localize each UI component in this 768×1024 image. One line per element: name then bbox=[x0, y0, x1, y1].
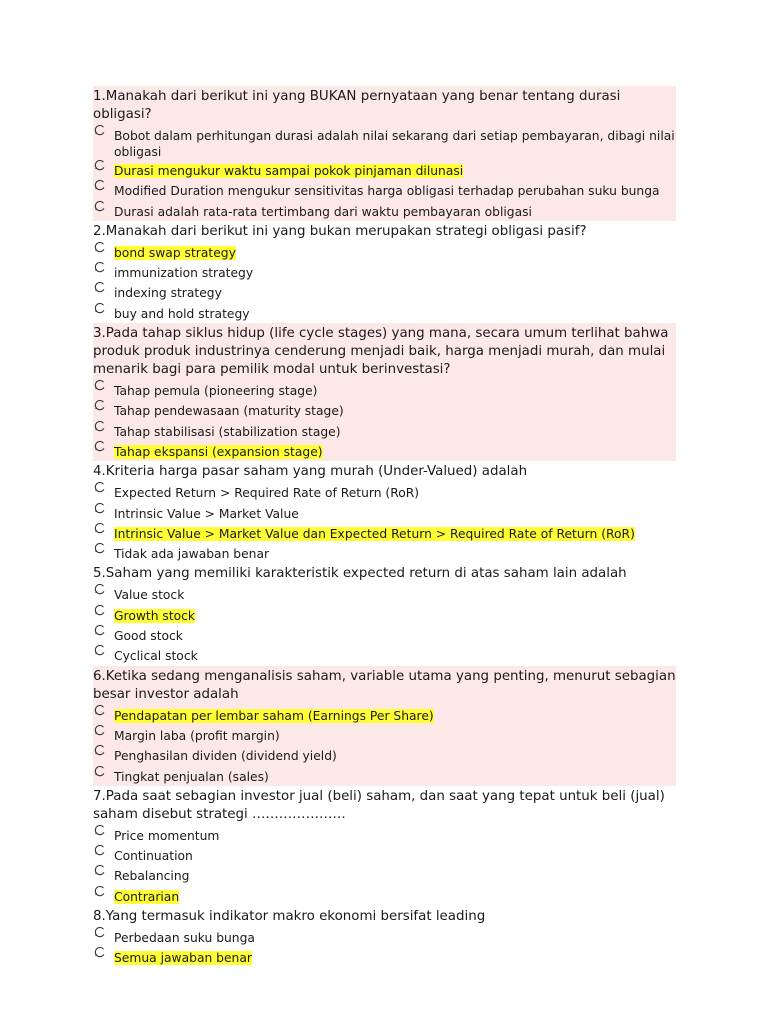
answer-option[interactable] bbox=[93, 645, 676, 665]
answer-option[interactable] bbox=[93, 625, 676, 645]
radio-button-icon[interactable] bbox=[94, 523, 105, 534]
question-block bbox=[93, 666, 676, 786]
answer-option[interactable] bbox=[93, 482, 676, 502]
answer-option[interactable] bbox=[93, 201, 676, 221]
radio-button-icon[interactable] bbox=[94, 503, 105, 514]
radio-button-icon[interactable] bbox=[94, 160, 105, 171]
answer-option[interactable] bbox=[93, 441, 676, 461]
answer-option[interactable] bbox=[93, 262, 676, 282]
answer-option[interactable] bbox=[93, 584, 676, 604]
answer-option[interactable] bbox=[93, 160, 676, 180]
radio-button-icon[interactable] bbox=[94, 927, 105, 938]
answer-label: Bobot dalam perhitungan durasi adalah nilai sekarang dari setiap pembayaran, dibagi nilai obligasi bbox=[114, 129, 675, 159]
question-block bbox=[93, 323, 676, 461]
question-block bbox=[93, 906, 676, 968]
answer-option[interactable] bbox=[93, 766, 676, 786]
radio-button-icon[interactable] bbox=[94, 605, 105, 616]
answer-option[interactable] bbox=[93, 523, 676, 543]
answer-label: Tidak ada jawaban benar bbox=[114, 547, 270, 562]
answer-label-highlighted: Intrinsic Value > Market Value dan Expected Return > Required Rate of Return (RoR) bbox=[114, 526, 635, 541]
answer-option[interactable] bbox=[93, 825, 676, 845]
radio-button-icon[interactable] bbox=[94, 380, 105, 391]
answer-label: Perbedaan suku bunga bbox=[114, 931, 255, 946]
answer-label: Tahap pendewasaan (maturity stage) bbox=[114, 404, 344, 419]
answer-label-highlighted: Contrarian bbox=[114, 889, 180, 904]
answer-option[interactable] bbox=[93, 927, 676, 947]
radio-button-icon[interactable] bbox=[94, 825, 105, 836]
radio-button-icon[interactable] bbox=[94, 262, 105, 273]
answer-option[interactable] bbox=[93, 380, 676, 400]
question-text: 3.Pada tahap siklus hidup (life cycle stages) yang mana, secara umum terlihat bahwa produk produk industrinya cenderung menjadi baik, harga menjadi murah, dan mulai menarik bagi para pemilik modal untuk berinvestasi? bbox=[93, 326, 669, 378]
answer-label: indexing strategy bbox=[114, 286, 222, 301]
radio-button-icon[interactable] bbox=[94, 180, 105, 191]
answer-option[interactable] bbox=[93, 125, 676, 160]
answer-label: Penghasilan dividen (dividend yield) bbox=[114, 749, 337, 764]
answer-label: Good stock bbox=[114, 629, 183, 644]
answer-label: Continuation bbox=[114, 849, 193, 864]
answer-option[interactable] bbox=[93, 543, 676, 563]
answer-label: Tahap stabilisasi (stabilization stage) bbox=[114, 424, 341, 439]
answer-option[interactable] bbox=[93, 282, 676, 302]
radio-button-icon[interactable] bbox=[94, 282, 105, 293]
question-text: 1.Manakah dari berikut ini yang BUKAN pernyataan yang benar tentang durasi obligasi? bbox=[93, 89, 621, 122]
answer-option[interactable] bbox=[93, 845, 676, 865]
answer-option[interactable] bbox=[93, 886, 676, 906]
answer-label-highlighted: Pendapatan per lembar saham (Earnings Per Share) bbox=[114, 708, 434, 723]
answer-option[interactable] bbox=[93, 180, 676, 200]
question-text: 6.Ketika sedang menganalisis saham, variable utama yang penting, menurut sebagian besar investor adalah bbox=[93, 668, 676, 702]
answer-label: Durasi adalah rata-rata tertimbang dari waktu pembayaran obligasi bbox=[114, 204, 532, 219]
radio-button-icon[interactable] bbox=[94, 745, 105, 756]
answer-label-highlighted: Durasi mengukur waktu sampai pokok pinjaman dilunasi bbox=[114, 164, 464, 178]
radio-button-icon[interactable] bbox=[94, 242, 105, 253]
radio-button-icon[interactable] bbox=[94, 421, 105, 432]
answer-label: Price momentum bbox=[114, 828, 220, 843]
question-block bbox=[93, 461, 676, 563]
answer-label: Margin laba (profit margin) bbox=[114, 728, 280, 743]
answer-label: Tahap pemula (pioneering stage) bbox=[114, 384, 318, 399]
answer-option[interactable] bbox=[93, 745, 676, 765]
radio-button-icon[interactable] bbox=[94, 865, 105, 876]
radio-button-icon[interactable] bbox=[94, 584, 105, 595]
question-text: 2.Manakah dari berikut ini yang bukan merupakan strategi obligasi pasif? bbox=[93, 223, 587, 239]
answer-option[interactable] bbox=[93, 303, 676, 323]
radio-button-icon[interactable] bbox=[94, 201, 105, 212]
answer-label: Expected Return > Required Rate of Return (RoR) bbox=[114, 486, 420, 501]
answer-option[interactable] bbox=[93, 503, 676, 523]
answer-label: immunization strategy bbox=[114, 266, 254, 281]
answer-label: buy and hold strategy bbox=[114, 306, 250, 321]
radio-button-icon[interactable] bbox=[94, 441, 105, 452]
answer-label: Rebalancing bbox=[114, 869, 190, 884]
radio-button-icon[interactable] bbox=[94, 725, 105, 736]
answer-option[interactable] bbox=[93, 421, 676, 441]
radio-button-icon[interactable] bbox=[94, 482, 105, 493]
question-text: 7.Pada saat sebagian investor jual (beli) saham, dan saat yang tepat untuk beli (jual) saham disebut strategi ………………… bbox=[93, 788, 665, 822]
question-block bbox=[93, 786, 676, 906]
answer-label: Tingkat penjualan (sales) bbox=[114, 769, 269, 784]
answer-label-highlighted: Growth stock bbox=[114, 608, 196, 623]
answer-option[interactable] bbox=[93, 705, 676, 725]
answer-option[interactable] bbox=[93, 865, 676, 885]
answer-option[interactable] bbox=[93, 725, 676, 745]
question-block bbox=[93, 86, 676, 221]
radio-button-icon[interactable] bbox=[94, 303, 105, 314]
radio-button-icon[interactable] bbox=[94, 125, 105, 136]
quiz-document bbox=[93, 86, 676, 968]
answer-label-highlighted: Tahap ekspansi (expansion stage) bbox=[114, 444, 323, 459]
radio-button-icon[interactable] bbox=[94, 886, 105, 897]
answer-label: Modified Duration mengukur sensitivitas harga obligasi terhadap perubahan suku bunga bbox=[114, 184, 660, 199]
answer-option[interactable] bbox=[93, 947, 676, 967]
radio-button-icon[interactable] bbox=[94, 705, 105, 716]
answer-label: Cyclical stock bbox=[114, 649, 198, 664]
question-block bbox=[93, 563, 676, 665]
radio-button-icon[interactable] bbox=[94, 845, 105, 856]
radio-button-icon[interactable] bbox=[94, 625, 105, 636]
question-text: 5.Saham yang memiliki karakteristik expected return di atas saham lain adalah bbox=[93, 566, 627, 582]
question-block bbox=[93, 221, 676, 323]
answer-option[interactable] bbox=[93, 242, 676, 262]
answer-option[interactable] bbox=[93, 400, 676, 420]
question-text: 8.Yang termasuk indikator makro ekonomi bersifat leading bbox=[93, 909, 486, 925]
radio-button-icon[interactable] bbox=[94, 400, 105, 411]
radio-button-icon[interactable] bbox=[94, 645, 105, 656]
answer-label: Value stock bbox=[114, 588, 185, 603]
radio-button-icon[interactable] bbox=[94, 947, 105, 958]
answer-label-highlighted: bond swap strategy bbox=[114, 245, 236, 260]
answer-label: Intrinsic Value > Market Value bbox=[114, 506, 299, 521]
radio-button-icon[interactable] bbox=[94, 766, 105, 777]
answer-label-highlighted: Semua jawaban benar bbox=[114, 951, 252, 966]
question-text: 4.Kriteria harga pasar saham yang murah (Under-Valued) adalah bbox=[93, 464, 528, 480]
radio-button-icon[interactable] bbox=[94, 543, 105, 554]
answer-option[interactable] bbox=[93, 605, 676, 625]
